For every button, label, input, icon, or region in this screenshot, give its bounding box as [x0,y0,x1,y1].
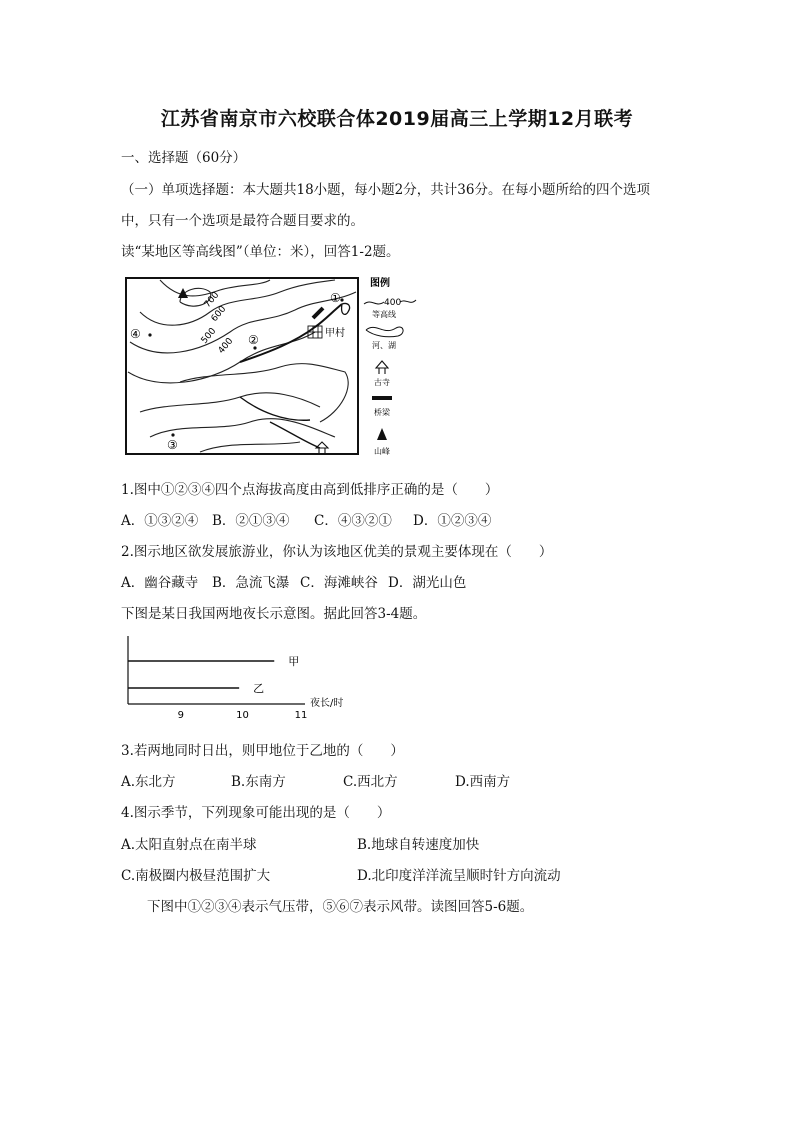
page-title: 江苏省南京市六校联合体2019届高三上学期12月联考 [160,108,634,130]
q4-option-c: C.南极圈内极昼范围扩大 [121,868,271,884]
river [240,397,310,420]
legend-bridge-label: 桥梁 [374,408,390,417]
next-figure-intro: 下图中①②③④表示气压带，⑤⑥⑦表示风带。读图回答5-6题。 [147,899,534,915]
q4-option-d: D.北印度洋洋流呈顺时针方向流动 [357,868,561,884]
point-label: ④ [130,327,141,341]
chart-intro: 下图是某日我国两地夜长示意图。据此回答3-4题。 [121,606,427,622]
bridge [313,308,323,318]
night-length-chart [120,632,370,722]
q1-option-a: A．①③②④ [121,513,199,529]
point-marker [340,298,343,301]
contour-value: 500 [199,326,219,346]
village-label: 甲村 [325,328,345,339]
x-tick-label: 11 [294,710,308,721]
question-2-stem: 2.图示地区欲发展旅游业，你认为该地区优美的景观主要体现在（ ） [121,544,553,560]
question-1-stem: 1.图中①②③④四个点海拔高度由高到低排序正确的是（ ） [121,482,499,498]
bar-label: 甲 [288,655,300,668]
q1-option-d: D．①②③④ [413,513,492,529]
point-marker [171,433,174,436]
point-label: ③ [167,438,178,452]
q1-option-b: B．②①③④ [212,513,290,529]
section-heading: 一、选择题（60分） [121,150,247,166]
legend-river-label: 河、湖 [372,341,396,350]
map-intro: 读“某地区等高线图”（单位：米），回答1-2题。 [121,244,400,260]
legend-peak-label: 山峰 [374,447,390,456]
contour-value: 400 [216,336,236,356]
temple-icon [316,442,328,453]
q2-option-b: B．急流飞瀑 [212,575,290,591]
legend-peak-icon [377,428,387,440]
x-axis-label: 夜长/时 [310,698,344,709]
q3-option-d: D.西南方 [455,774,511,790]
q2-option-a: A．幽谷藏寺 [121,575,199,591]
question-4-stem: 4.图示季节，下列现象可能出现的是（ ） [121,805,391,821]
legend-title: 图例 [370,278,390,289]
legend-river-icon [366,327,403,337]
contour-value: 700 [202,290,222,310]
q3-option-b: B.东南方 [231,774,286,790]
bar-label: 乙 [253,682,265,695]
point-label: ① [330,291,341,305]
x-tick-label: 9 [177,710,185,721]
q3-option-a: A.东北方 [121,774,176,790]
q3-option-c: C.西北方 [343,774,398,790]
instruction-line-2: 中，只有一个选项是最符合题目要求的。 [121,213,364,229]
q2-option-c: C．海滩峡谷 [300,575,378,591]
legend-contour-label: 等高线 [372,310,396,319]
point-label: ② [248,333,259,347]
legend-contour-value: 400 [384,298,402,308]
q1-option-c: C．④③②① [314,513,392,529]
contour-value: 600 [209,304,229,324]
legend-temple-icon [376,361,388,374]
peak-icon [178,288,188,298]
legend-temple-label: 古寺 [374,378,390,387]
question-3-stem: 3.若两地同时日出，则甲地位于乙地的（ ） [121,743,404,759]
q4-option-b: B.地球自转速度加快 [357,837,480,853]
point-marker [148,333,151,336]
legend-contour-line [364,302,384,304]
river [342,303,350,314]
x-tick-label: 10 [236,710,249,721]
instruction-line-1: （一）单项选择题：本大题共18小题，每小题2分，共计36分。在每小题所给的四个选项 [121,182,650,198]
q2-option-d: D．湖光山色 [388,575,467,591]
q4-option-a: A.太阳直射点在南半球 [121,837,257,853]
contour-line [150,419,335,437]
contour-map [120,272,420,462]
contour-line [140,393,320,412]
contour-line [200,442,300,452]
